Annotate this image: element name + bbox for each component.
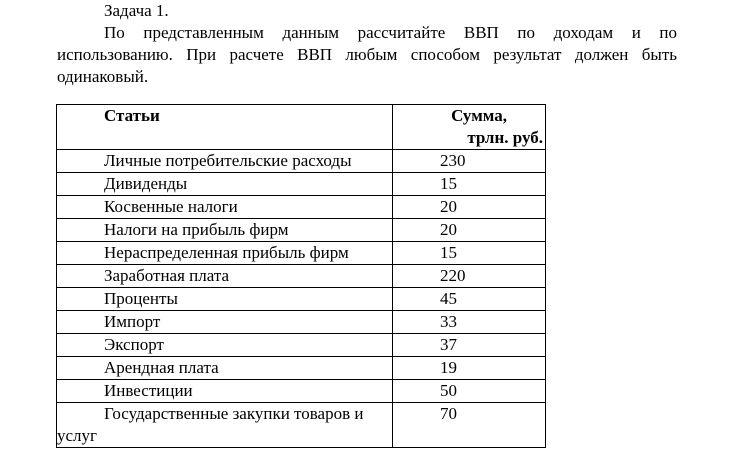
table-row [57, 242, 546, 265]
row-name-cell: Нераспределенная прибыль фирм [57, 242, 393, 265]
table-row [57, 219, 546, 242]
row-name-cell: Заработная плата [57, 265, 393, 288]
data-table [56, 104, 546, 448]
table-row [57, 196, 546, 219]
table-row [57, 403, 546, 448]
row-name-cell: Арендная плата [57, 357, 393, 380]
table-row [57, 380, 546, 403]
row-value-cell: 50 [393, 380, 546, 403]
table-row [57, 173, 546, 196]
table-header-row [57, 105, 546, 150]
table-row [57, 150, 546, 173]
table-row [57, 288, 546, 311]
row-value-cell: 20 [393, 196, 546, 219]
row-value-cell: 45 [393, 288, 546, 311]
header-value-cell [393, 105, 546, 150]
row-value-cell: 19 [393, 357, 546, 380]
row-value-cell: 230 [393, 150, 546, 173]
task-title: Задача 1. [104, 1, 169, 20]
row-value-cell: 70 [393, 403, 546, 448]
row-name-cell: Личные потребительские расходы [57, 150, 393, 173]
row-value-cell: 33 [393, 311, 546, 334]
header-value-label-line2: трлн. руб. [467, 128, 543, 147]
row-value-cell: 15 [393, 242, 546, 265]
row-value-cell: 15 [393, 173, 546, 196]
header-name-label: Статьи [104, 106, 160, 125]
task-description: По представленным данным рассчитайте ВВП по доходам и по использованию. При расчете ВВП любым способом результат должен быть одинаковый. [57, 23, 677, 86]
row-name-cell: Косвенные налоги [57, 196, 393, 219]
row-name-cell [57, 403, 393, 448]
table-row [57, 311, 546, 334]
header-value-label-line1: Сумма, [451, 106, 507, 125]
row-value-cell: 37 [393, 334, 546, 357]
row-value-cell: 20 [393, 219, 546, 242]
row-name-cell: Инвестиции [57, 380, 393, 403]
row-name-cell: Налоги на прибыль фирм [57, 219, 393, 242]
header-name-cell [57, 105, 393, 150]
table-row [57, 357, 546, 380]
table-row [57, 334, 546, 357]
row-name-cell: Проценты [57, 288, 393, 311]
row-value-cell: 220 [393, 265, 546, 288]
row-name-cell: Дивиденды [57, 173, 393, 196]
table-row [57, 265, 546, 288]
row-name-text: Государственные закупки товаров и услуг [57, 404, 364, 445]
row-name-cell: Экспорт [57, 334, 393, 357]
row-name-cell: Импорт [57, 311, 393, 334]
